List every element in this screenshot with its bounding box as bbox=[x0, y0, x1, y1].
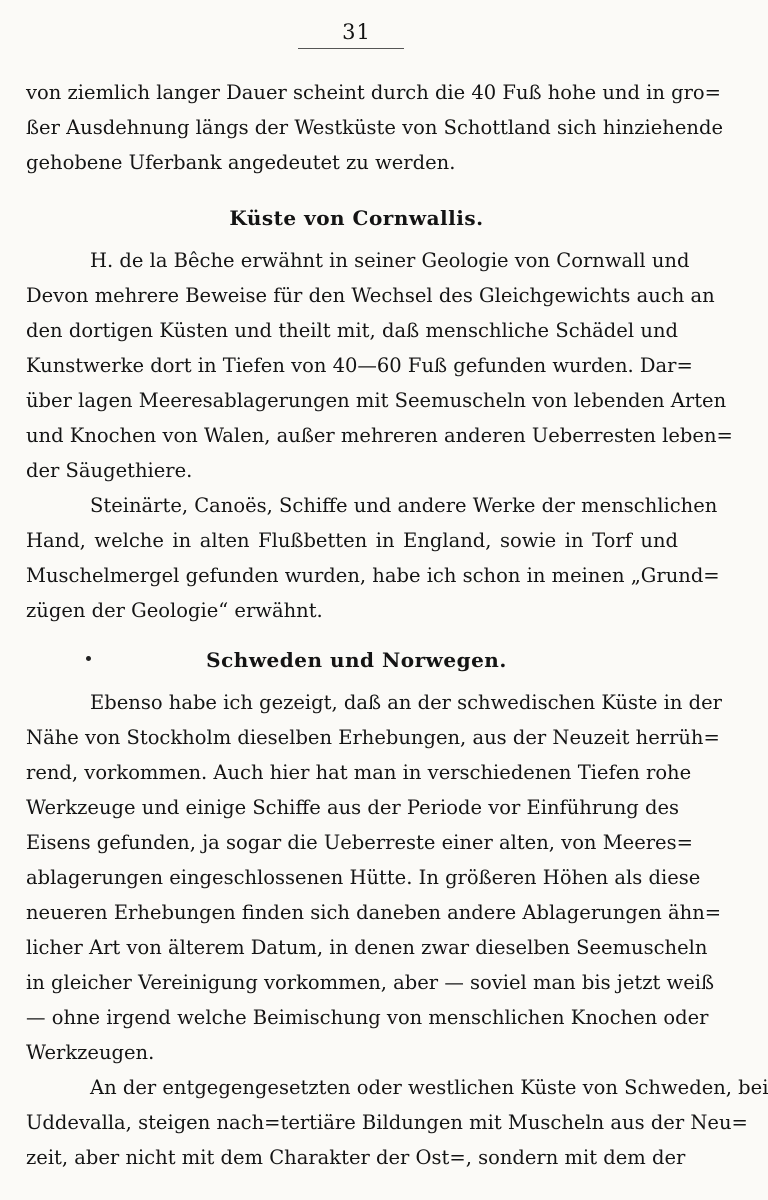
text-line: Steinärte, Canoës, Schiffe und andere Werke der menschlichen bbox=[90, 494, 718, 517]
text-line: Ebenso habe ich gezeigt, daß an der schwedischen Küste in der bbox=[90, 691, 722, 714]
text-line: Kunstwerke dort in Tiefen von 40—60 Fuß gefunden wurden. Dar= bbox=[26, 354, 693, 377]
text-line: den dortigen Küsten und theilt mit, daß menschliche Schädel und bbox=[26, 319, 678, 342]
text-line: Devon mehrere Beweise für den Wechsel des Gleichgewichts auch an bbox=[26, 284, 715, 307]
text-line: licher Art von älterem Datum, in denen zwar dieselben Seemuscheln bbox=[26, 936, 708, 959]
text-line: An der entgegengesetzten oder westlichen Küste von Schweden, bei bbox=[90, 1076, 768, 1099]
text-line: Nähe von Stockholm dieselben Erhebungen, aus der Neuzeit herrüh= bbox=[26, 726, 720, 749]
section-heading: Küste von Cornwallis. bbox=[229, 206, 484, 230]
text-line: neueren Erhebungen finden sich daneben andere Ablagerungen ähn= bbox=[26, 901, 722, 924]
text-line: und Knochen von Walen, außer mehreren anderen Ueberresten leben= bbox=[26, 424, 733, 447]
text-line: Werkzeuge und einige Schiffe aus der Periode vor Einführung des bbox=[26, 796, 680, 819]
text-line: von ziemlich langer Dauer scheint durch die 40 Fuß hohe und in gro= bbox=[26, 81, 722, 104]
text-line: rend, vorkommen. Auch hier hat man in verschiedenen Tiefen rohe bbox=[26, 761, 692, 784]
text-line: Eisens gefunden, ja sogar die Ueberreste einer alten, von Meeres= bbox=[26, 831, 693, 854]
text-line: ablagerungen eingeschlossenen Hütte. In größeren Höhen als diese bbox=[26, 866, 701, 889]
text-line: über lagen Meeresablagerungen mit Seemuscheln von lebenden Arten bbox=[26, 389, 727, 412]
text-line: in gleicher Vereinigung vorkommen, aber — soviel man bis jetzt weiß bbox=[26, 971, 715, 994]
text-line: Hand, welche in alten Flußbetten in England, sowie in Torf und bbox=[26, 529, 678, 552]
text-line: der Säugethiere. bbox=[26, 459, 193, 482]
text-line: H. de la Bêche erwähnt in seiner Geologie von Cornwall und bbox=[90, 249, 690, 272]
section-heading: Schweden und Norwegen. bbox=[206, 648, 507, 672]
text-line: ßer Ausdehnung längs der Westküste von Schottland sich hinziehende bbox=[26, 116, 723, 139]
text-line: Werkzeugen. bbox=[26, 1041, 155, 1064]
text-line: — ohne irgend welche Beimischung von menschlichen Knochen oder bbox=[26, 1006, 709, 1029]
text-line: zügen der Geologie“ erwähnt. bbox=[26, 599, 323, 622]
text-line: gehobene Uferbank angedeutet zu werden. bbox=[26, 151, 456, 174]
page-number: 31 bbox=[342, 20, 371, 44]
text-line: zeit, aber nicht mit dem Charakter der Ost=, sondern mit dem der bbox=[26, 1146, 686, 1169]
text-line: Uddevalla, steigen nach=tertiäre Bildungen mit Muscheln aus der Neu= bbox=[26, 1111, 748, 1134]
header-rule bbox=[298, 48, 404, 49]
text-line: Muschelmergel gefunden wurden, habe ich schon in meinen „Grund= bbox=[26, 564, 720, 587]
